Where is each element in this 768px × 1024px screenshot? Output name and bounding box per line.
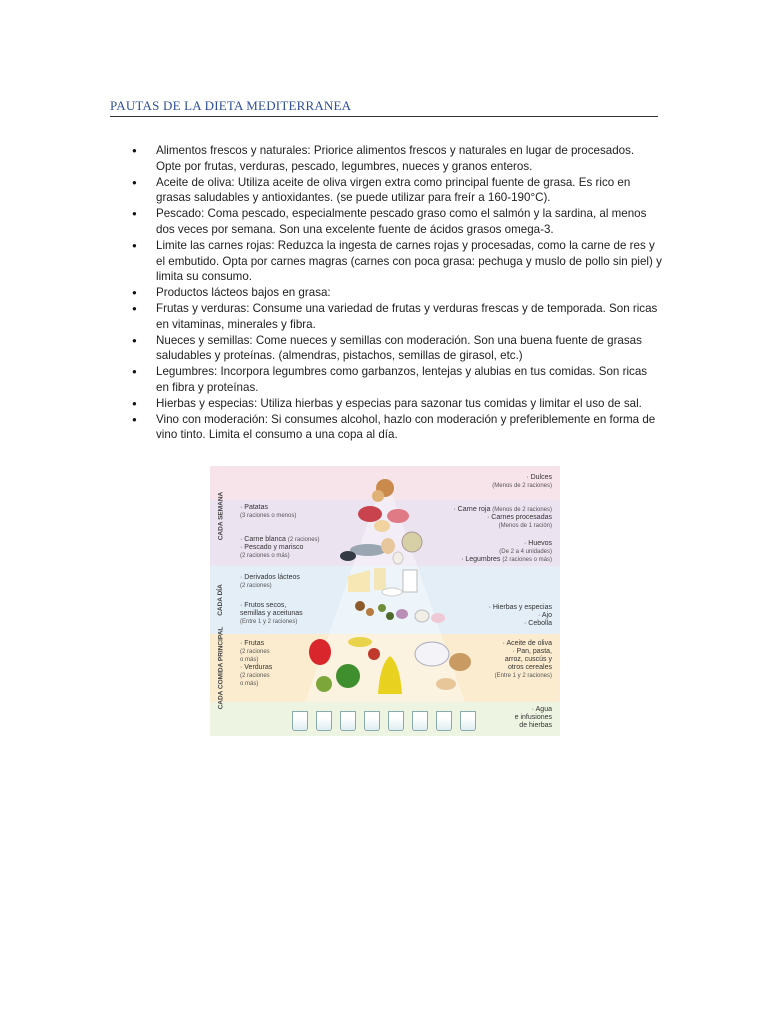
egg-icon xyxy=(393,552,403,564)
label-aceite-cereales: · Aceite de oliva · Pan, pasta, arroz, cuscús y otros cereales (Entre 1 y 2 raciones) xyxy=(494,640,552,679)
legumes-icon xyxy=(402,532,422,552)
onion-icon xyxy=(396,609,408,619)
list-item: ● Frutas y verduras: Consume una variedad de frutas y verduras frescas y de temporada. Son ricas en vitaminas, minerales y fibra. xyxy=(132,301,662,333)
list-item: ● Productos lácteos bajos en grasa: xyxy=(132,285,662,301)
list-item: ● Hierbas y especias: Utiliza hierbas y especias para sazonar tus comidas y limitar el uso de sal. xyxy=(132,396,662,412)
water-glass-icon xyxy=(340,711,356,731)
food-pyramid-figure xyxy=(210,466,560,736)
label-frutos-secos: · Frutos secos, semillas y aceitunas (Entre 1 y 2 raciones) xyxy=(240,602,303,625)
section-semana-label: CADA SEMANA xyxy=(217,491,225,541)
list-item: ● Vino con moderación: Si consumes alcohol, hazlo con moderación y preferiblemente en forma de vino tinto. Limita el consumo a una copa al día. xyxy=(132,412,662,444)
label-frutas-verduras: · Frutas (2 raciones o más) · Verduras (2 raciones o más) xyxy=(240,640,273,687)
list-item: ● Legumbres: Incorpora legumbres como garbanzos, lentejas y alubias en tus comidas. Son ricas en fibra y proteínas. xyxy=(132,364,662,396)
muffin-icon xyxy=(372,490,384,502)
pasta-icon xyxy=(436,678,456,690)
list-item: ● Limite las carnes rojas: Reduzca la ingesta de carnes rojas y procesadas, como la carne de res y el embutido. Opta por carnes magras (carnes con poca grasa: pechuga y muslo de pollo sin piel) y limita su consumo. xyxy=(132,238,662,285)
water-glass-icon xyxy=(364,711,380,731)
milk-glass-icon xyxy=(403,570,417,592)
label-agua: · Agua e infusiones de hierbas xyxy=(514,706,552,729)
label-dulces: · Dulces (Menos de 2 raciones) xyxy=(492,474,552,489)
olive-icon xyxy=(386,612,394,620)
label-carne-roja: · Carne roja (Menos de 2 raciones) · Carnes procesadas (Menos de 1 ración) xyxy=(453,506,552,529)
section-dia-label: CADA DÍA xyxy=(217,584,225,616)
broccoli-icon xyxy=(336,664,360,688)
yogurt-icon xyxy=(382,588,402,596)
garlic-icon xyxy=(415,610,429,622)
nut-icon xyxy=(366,608,374,616)
list-item: ● Alimentos frescos y naturales: Priorice alimentos frescos y naturales en lugar de procesados. Opte por frutas, verduras, pescado, legumbres, nueces y granos enteros. xyxy=(132,143,662,175)
water-glass-icon xyxy=(460,711,476,731)
label-carne-blanca-pescado: · Carne blanca (2 raciones) · Pescado y marisco (2 raciones o más) xyxy=(240,536,320,559)
water-glass-icon xyxy=(316,711,332,731)
water-glass-icon xyxy=(292,711,308,731)
label-lacteos: · Derivados lácteos (2 raciones) xyxy=(240,574,300,589)
label-huevos-legumbres: · Huevos (De 2 a 4 unidades) · Legumbres (2 raciones o más) xyxy=(461,540,552,563)
potato-icon xyxy=(374,520,390,532)
chicken-icon xyxy=(381,538,395,554)
cereal-bowl-icon xyxy=(415,642,449,666)
label-hierbas: · Hierbas y especias · Ajo · Cebolla xyxy=(488,604,552,627)
onion-icon xyxy=(431,613,445,623)
sausage-icon xyxy=(387,509,409,523)
olive-icon xyxy=(378,604,386,612)
guideline-list xyxy=(132,143,662,443)
list-item: ● Aceite de oliva: Utiliza aceite de oliva virgen extra como principal fuente de grasa. Es rico en grasas saludables y antioxidantes. (se puede utilizar para freír a 160-190°C). xyxy=(132,175,662,207)
list-item: ● Nueces y semillas: Come nueces y semillas con moderación. Son una buena fuente de grasas saludables y proteínas. (almendras, pistachos, semillas de girasol, etc.) xyxy=(132,333,662,365)
mussel-icon xyxy=(340,551,356,561)
pepper-icon xyxy=(309,639,331,665)
water-glass-icon xyxy=(388,711,404,731)
section-comida-label: CADA COMIDA PRINCIPAL xyxy=(217,626,224,710)
banana-icon xyxy=(348,637,372,647)
red-meat-icon xyxy=(358,506,382,522)
label-patatas: · Patatas (3 raciones o menos) xyxy=(240,504,297,519)
bottle-icon xyxy=(374,568,386,590)
nut-icon xyxy=(355,601,365,611)
list-item: ● Pescado: Coma pescado, especialmente pescado graso como el salmón y la sardina, al menos dos veces por semana. Son una excelente fuente de ácidos grasos omega-3. xyxy=(132,206,662,238)
tomato-icon xyxy=(368,648,380,660)
water-glass-icon xyxy=(436,711,452,731)
page-title: PAUTAS DE LA DIETA MEDITERRANEA xyxy=(110,98,658,117)
water-glass-icon xyxy=(412,711,428,731)
kiwi-icon xyxy=(316,676,332,692)
bread-icon xyxy=(449,653,471,671)
